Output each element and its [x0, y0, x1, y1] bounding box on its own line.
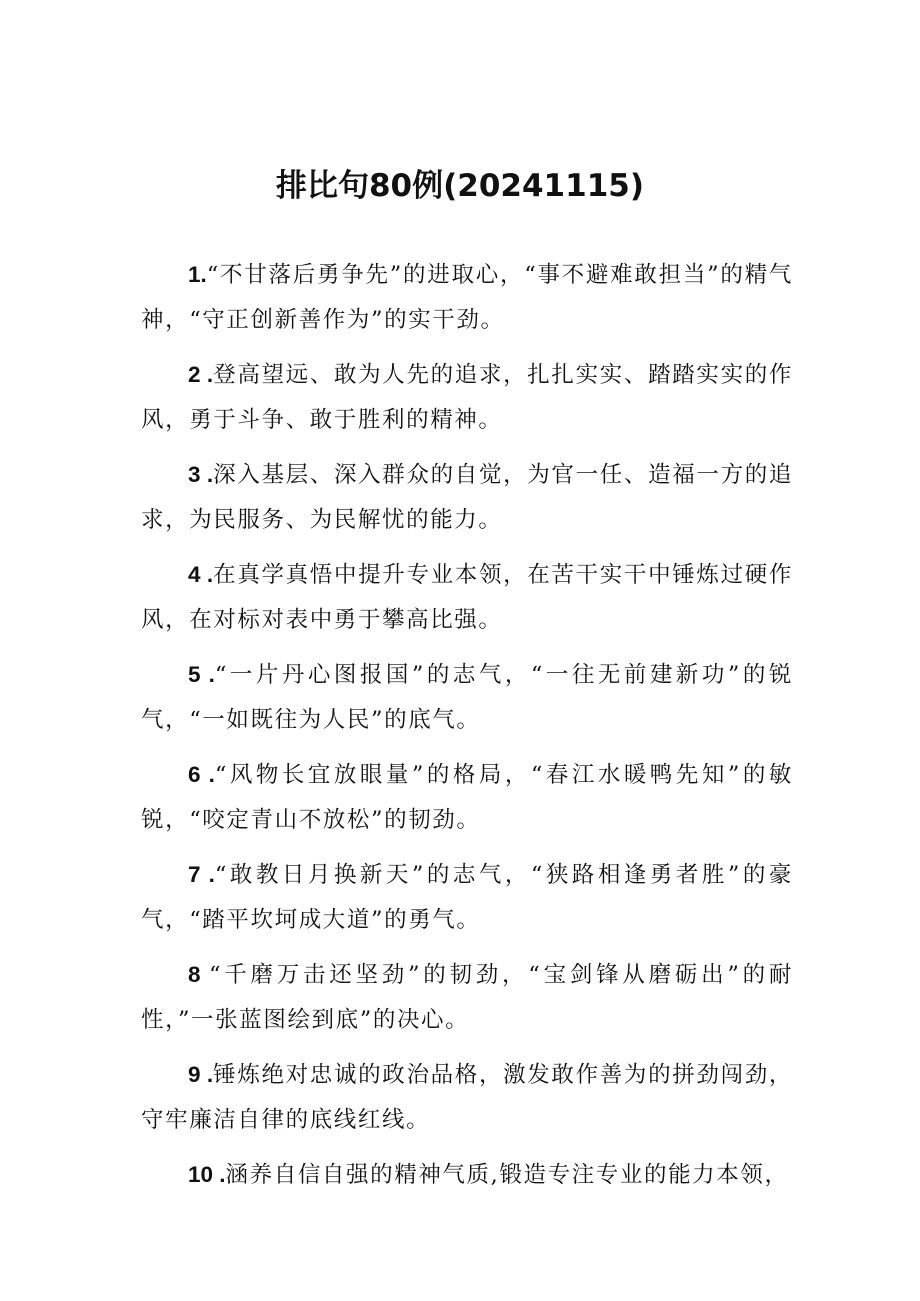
item-number: 9 . — [188, 1062, 214, 1087]
item-text: 在真学真悟中提升专业本领，在苦干实干中锤炼过硬作风，在对标对表中勇于攀高比强。 — [141, 562, 793, 633]
list-item — [141, 552, 793, 643]
item-number: 5 . — [188, 662, 215, 687]
item-number: 6 . — [188, 762, 215, 787]
list-item — [141, 752, 793, 843]
item-text: “风物长宜放眼量”的格局，“春江水暖鸭先知”的敏锐，“咬定青山不放松”的韧劲。 — [141, 762, 793, 833]
item-text: 登高望远、敢为人先的追求，扎扎实实、踏踏实实的作风，勇于斗争、敢于胜利的精神。 — [141, 362, 793, 433]
item-number: 3 . — [188, 462, 214, 487]
list-item — [141, 452, 793, 543]
list-item — [141, 1052, 793, 1143]
item-number: 1. — [188, 262, 207, 287]
list-item — [141, 852, 793, 943]
list-item — [141, 652, 793, 743]
list-item — [141, 1152, 793, 1198]
item-text: “敢教日月换新天”的志气，“狭路相逢勇者胜”的豪气，“踏平坎坷成大道”的勇气。 — [141, 862, 793, 933]
list-item — [141, 352, 793, 443]
item-number: 4 . — [188, 562, 214, 587]
document-title: 排比句80例(20241115) — [275, 168, 645, 204]
document-body — [141, 252, 793, 1207]
item-number: 7 . — [188, 862, 215, 887]
list-item — [141, 252, 793, 343]
item-number: 2 . — [188, 362, 214, 387]
item-text: “一片丹心图报国”的志气，“一往无前建新功”的锐气，“一如既往为人民”的底气。 — [141, 662, 793, 733]
item-text: 锤炼绝对忠诚的政治品格，激发敢作善为的拼劲闯劲，守牢廉洁自律的底线红线。 — [141, 1062, 793, 1133]
item-text: “千磨万击还坚劲”的韧劲，“宝剑锋从磨砺出”的耐性，”一张蓝图绘到底”的决心。 — [141, 962, 794, 1033]
item-text: “不甘落后勇争先”的进取心，“事不避难敢担当”的精气神，“守正创新善作为”的实干劲。 — [141, 262, 793, 333]
item-number: 10 . — [188, 1162, 226, 1187]
item-number: 8 — [188, 962, 209, 987]
list-item — [141, 952, 793, 1043]
item-text: 涵养自信自强的精神气质,锻造专注专业的能力本领， — [225, 1162, 789, 1188]
item-text: 深入基层、深入群众的自觉，为官一任、造福一方的追求，为民服务、为民解忧的能力。 — [141, 462, 793, 533]
